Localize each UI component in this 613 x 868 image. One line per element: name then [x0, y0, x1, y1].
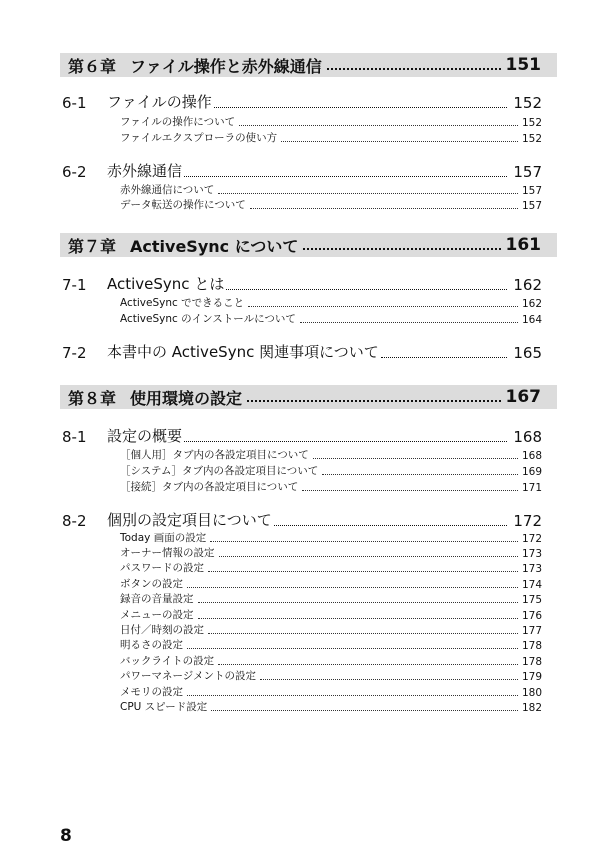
section-6-2[interactable] — [62, 163, 542, 181]
page-number: 167 — [505, 387, 541, 407]
page-number: 173 — [521, 563, 542, 575]
section-number: 6-1 — [62, 94, 87, 112]
section-title: ActiveSync とは — [107, 275, 225, 293]
toc-item[interactable] — [120, 577, 542, 591]
item-title: ［接続］タブ内の各設定項目について — [120, 481, 299, 493]
page-number: 169 — [521, 466, 542, 478]
leader-dots — [218, 193, 518, 194]
page-number: 152 — [521, 117, 542, 129]
page-number: 152 — [513, 94, 542, 112]
page-number: 182 — [521, 702, 542, 714]
page-number: 157 — [521, 200, 542, 212]
page-number: 179 — [521, 671, 542, 683]
page-number: 162 — [521, 298, 542, 310]
page-number: 173 — [521, 548, 542, 560]
page-number: 162 — [513, 276, 542, 294]
item-title: ActiveSync のインストールについて — [120, 313, 296, 325]
leader-dots — [250, 208, 518, 209]
item-title: ActiveSync でできること — [120, 297, 245, 309]
page-number: 176 — [521, 610, 542, 622]
section-7-1[interactable] — [62, 276, 542, 294]
page-number: 180 — [521, 687, 542, 699]
chapter-heading-6[interactable] — [60, 53, 557, 77]
item-title: ファイルの操作について — [120, 116, 236, 128]
toc-item[interactable] — [120, 638, 542, 652]
page-number: 177 — [521, 625, 542, 637]
section-number: 6-2 — [62, 163, 87, 181]
section-number: 7-2 — [62, 344, 87, 362]
toc-item[interactable] — [120, 561, 542, 575]
page-number: 178 — [521, 640, 542, 652]
leader-dots — [274, 525, 508, 526]
chapter-title: ファイル操作と赤外線通信 — [130, 56, 322, 76]
item-title: バックライトの設定 — [120, 655, 215, 667]
chapter-heading-7[interactable] — [60, 233, 557, 257]
item-title: 録音の音量設定 — [120, 593, 194, 605]
section-number: 7-1 — [62, 276, 87, 294]
item-title: パスワードの設定 — [120, 562, 204, 574]
chapter-label: 第７章 — [68, 236, 117, 256]
page-number: 172 — [521, 533, 542, 545]
item-title: 日付／時刻の設定 — [120, 624, 204, 636]
section-title: 個別の設定項目について — [107, 511, 272, 529]
toc-item[interactable] — [120, 480, 542, 494]
toc-item[interactable] — [120, 531, 542, 545]
page-number: 164 — [521, 314, 542, 326]
section-8-1[interactable] — [62, 428, 542, 446]
toc-item[interactable] — [120, 546, 542, 560]
item-title: メモリの設定 — [120, 686, 183, 698]
page-number: 152 — [521, 133, 542, 145]
leader-dots — [300, 322, 518, 323]
page-number: 174 — [521, 579, 542, 591]
item-title: Today 画面の設定 — [120, 532, 207, 544]
item-title: ［システム］タブ内の各設定項目について — [120, 465, 319, 477]
chapter-label: 第６章 — [68, 56, 117, 76]
section-title: 設定の概要 — [107, 427, 183, 445]
leader-dots — [302, 490, 518, 491]
leader-dots — [226, 289, 507, 290]
section-7-2[interactable] — [62, 344, 542, 362]
item-title: メニューの設定 — [120, 609, 194, 621]
leader-dots — [211, 710, 518, 711]
page-number: 175 — [521, 594, 542, 606]
page-number: 168 — [521, 450, 542, 462]
toc-item[interactable] — [120, 131, 542, 145]
leader-dots — [281, 141, 518, 142]
section-title: 本書中の ActiveSync 関連事項について — [107, 343, 379, 361]
section-number: 8-2 — [62, 512, 87, 530]
section-number: 8-1 — [62, 428, 87, 446]
leader-dots — [260, 679, 518, 680]
page-number: 178 — [521, 656, 542, 668]
toc-item[interactable] — [120, 448, 542, 462]
page-number: 161 — [505, 235, 541, 255]
toc-item[interactable] — [120, 312, 542, 326]
item-title: ボタンの設定 — [120, 578, 183, 590]
leader-dots — [214, 107, 508, 108]
section-8-2[interactable] — [62, 512, 542, 530]
toc-item[interactable] — [120, 654, 542, 668]
item-title: ファイルエクスプローラの使い方 — [120, 132, 278, 144]
leader-dots — [198, 602, 518, 603]
leader-dots — [187, 587, 518, 588]
leader-dots — [313, 458, 518, 459]
toc-item[interactable] — [120, 183, 542, 197]
item-title: データ転送の操作について — [120, 199, 246, 211]
leader-dots — [248, 306, 518, 307]
item-title: CPU スピード設定 — [120, 701, 208, 713]
leader-dots — [187, 695, 518, 696]
chapter-title: ActiveSync について — [130, 236, 299, 256]
item-title: 赤外線通信について — [120, 184, 215, 196]
chapter-label: 第８章 — [68, 388, 117, 408]
page-number: 151 — [505, 55, 541, 75]
leader-dots — [327, 68, 501, 70]
leader-dots — [303, 248, 500, 250]
leader-dots — [218, 664, 518, 665]
page-number: 172 — [513, 512, 542, 530]
item-title: 明るさの設定 — [120, 639, 183, 651]
leader-dots — [322, 474, 518, 475]
toc-item[interactable] — [120, 608, 542, 622]
section-6-1[interactable] — [62, 94, 542, 112]
leader-dots — [247, 400, 500, 402]
section-title: ファイルの操作 — [107, 93, 212, 111]
toc-item[interactable] — [120, 669, 542, 683]
leader-dots — [198, 618, 518, 619]
section-title: 赤外線通信 — [107, 162, 183, 180]
toc-item[interactable] — [120, 592, 542, 606]
toc-item[interactable] — [120, 296, 542, 310]
leader-dots — [208, 633, 518, 634]
item-title: ［個人用］タブ内の各設定項目について — [120, 449, 309, 461]
leader-dots — [184, 441, 507, 442]
toc-item[interactable] — [120, 623, 542, 637]
toc-item[interactable] — [120, 685, 542, 699]
page-number: 165 — [513, 344, 542, 362]
leader-dots — [219, 556, 518, 557]
page-folio: 8 — [60, 826, 72, 846]
item-title: パワーマネージメントの設定 — [120, 670, 256, 682]
toc-item[interactable] — [120, 700, 542, 714]
item-title: オーナー情報の設定 — [120, 547, 215, 559]
leader-dots — [381, 357, 508, 358]
leader-dots — [210, 541, 518, 542]
page-number: 168 — [513, 428, 542, 446]
chapter-title: 使用環境の設定 — [130, 388, 243, 408]
leader-dots — [184, 176, 507, 177]
page-number: 157 — [521, 185, 542, 197]
toc-item[interactable] — [120, 198, 542, 212]
leader-dots — [187, 648, 518, 649]
toc-item[interactable] — [120, 115, 542, 129]
chapter-heading-8[interactable] — [60, 385, 557, 409]
leader-dots — [239, 125, 518, 126]
leader-dots — [208, 571, 518, 572]
page-number: 157 — [513, 163, 542, 181]
page-number: 171 — [521, 482, 542, 494]
toc-item[interactable] — [120, 464, 542, 478]
